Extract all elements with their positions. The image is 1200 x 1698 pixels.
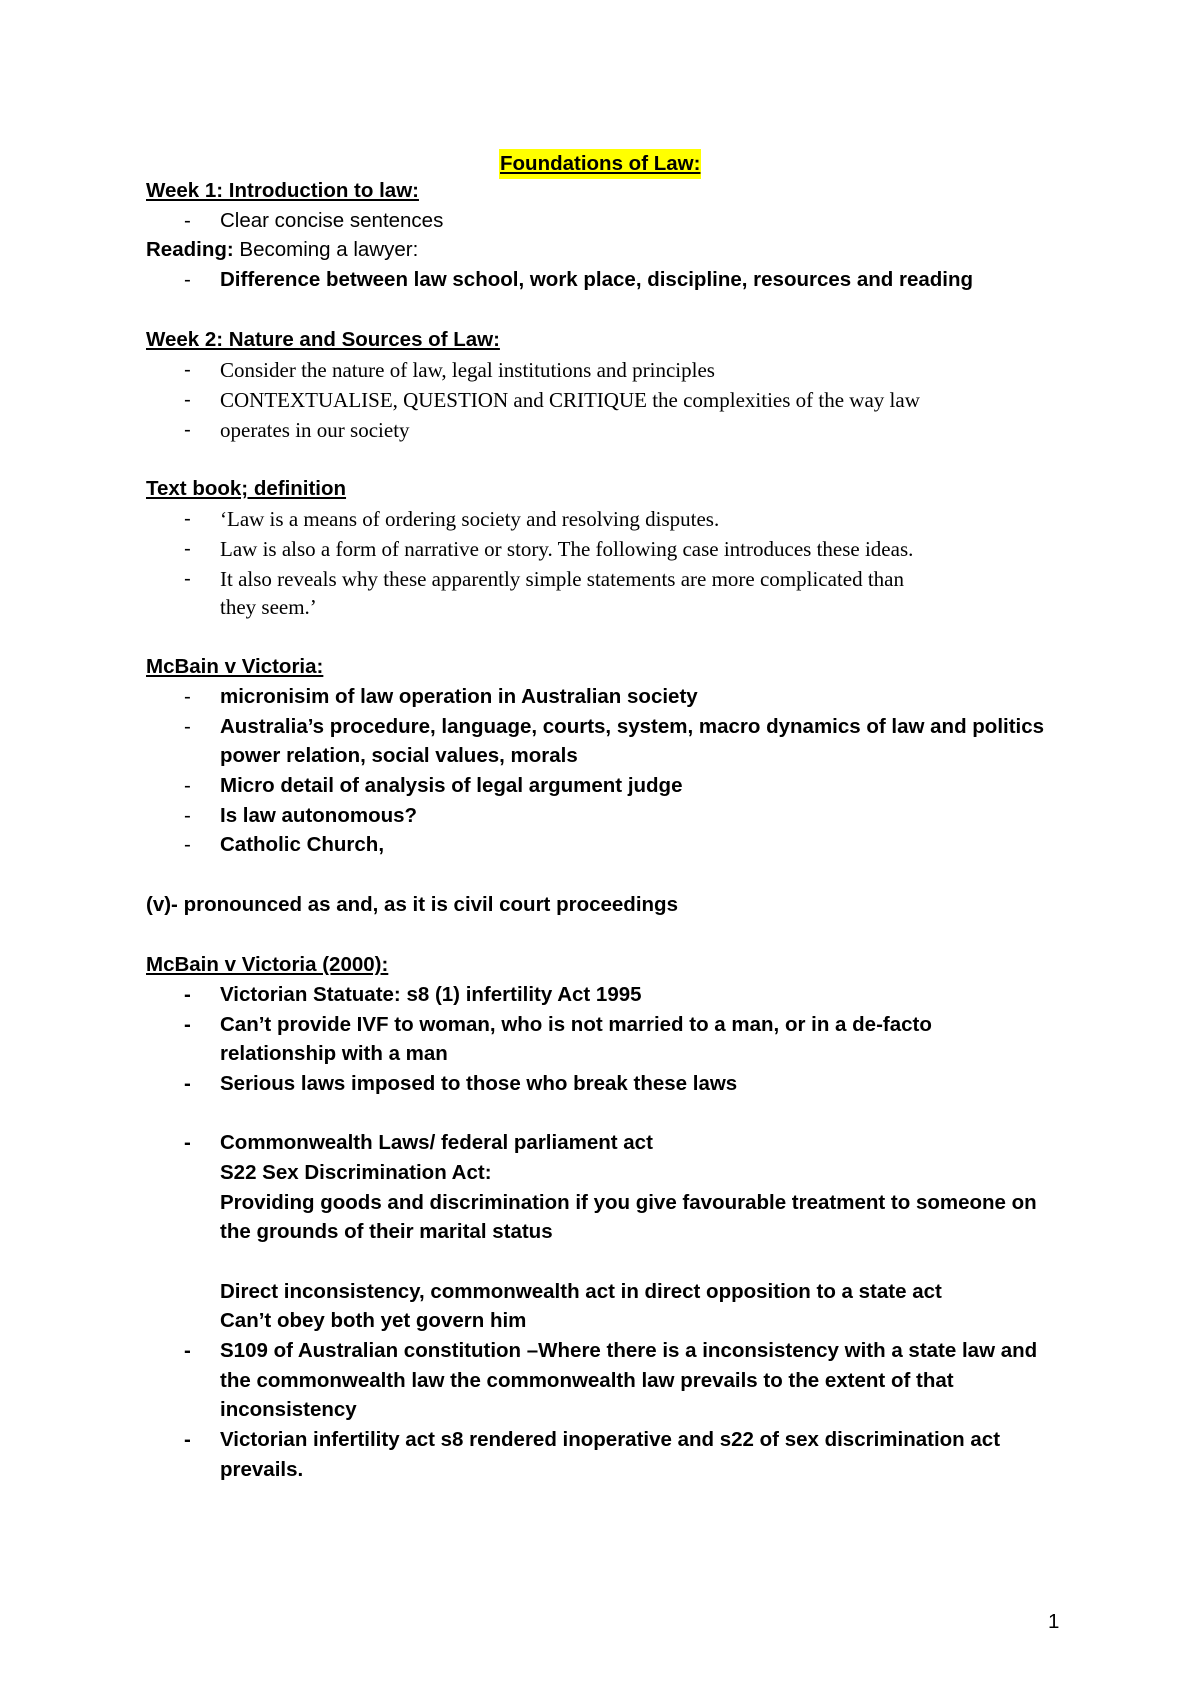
mcbain-2000-line-7: Providing goods and discrimination if you give favourable treatment to someone on [220,1191,1037,1214]
mcbain-2000-line-5: Commonwealth Laws/ federal parliament act [220,1131,653,1154]
mcbain-2000-line-6: S22 Sex Discrimination Act: [220,1161,492,1184]
bullet-dash: - [184,804,191,827]
textbook-heading: Text book; definition [146,477,347,500]
mcbain-2000-line-14: Victorian infertility act s8 rendered inoperative and s22 of sex discrimination act [220,1428,1001,1451]
mcbain-2000-line-13: inconsistency [220,1398,357,1421]
week2-heading: Week 2: Nature and Sources of Law: [146,328,500,351]
bullet-dash: - [184,1013,191,1036]
bullet-dash: - [184,833,191,856]
mcbain-2000-line-3: relationship with a man [220,1042,448,1065]
bullet-dash: - [184,358,191,381]
document-title: Foundations of Law: [499,149,701,179]
reading-text: Becoming a lawyer: [233,238,419,261]
bullet-dash: - [184,567,191,590]
bullet-dash: - [184,715,191,738]
mcbain-heading: McBain v Victoria: [146,655,324,678]
bullet-dash: - [184,388,191,411]
bullet-dash: - [184,1428,191,1451]
bullet-dash: - [184,268,191,291]
bullet-dash: - [184,1131,191,1154]
mcbain-2000-line-12: the commonwealth law the commonwealth law prevails to the extent of that [220,1369,954,1392]
mcbain-2000-line-8: the grounds of their marital status [220,1220,553,1243]
bullet-dash: - [184,1339,191,1362]
week2-bullet-1: Consider the nature of law, legal institutions and principles [220,358,715,382]
week2-bullet-3: operates in our society [220,418,410,442]
mcbain-2000-line-4: Serious laws imposed to those who break these laws [220,1072,738,1095]
textbook-bullet-3-cont: they seem.’ [220,595,317,619]
bullet-dash: - [184,1072,191,1095]
week2-bullet-2: CONTEXTUALISE, QUESTION and CRITIQUE the complexities of the way law [220,388,920,412]
reading-bullet-1: Difference between law school, work place, discipline, resources and reading [220,268,974,291]
reading-line [146,235,418,265]
bullet-dash: - [184,685,191,708]
bullet-dash: - [184,209,191,232]
textbook-bullet-2: Law is also a form of narrative or story. The following case introduces these ideas. [220,537,914,561]
bullet-dash: - [184,774,191,797]
v-note: (v)- pronounced as and, as it is civil court proceedings [146,893,678,916]
textbook-bullet-3: It also reveals why these apparently simple statements are more complicated than [220,567,905,591]
bullet-dash: - [184,983,191,1006]
mcbain-2000-line-10: Can’t obey both yet govern him [220,1309,527,1332]
mcbain-bullet-5: Catholic Church, [220,833,385,856]
page-number: 1 [1048,1610,1060,1633]
mcbain-2000-line-15: prevails. [220,1458,304,1481]
mcbain-2000-line-9: Direct inconsistency, commonwealth act in direct opposition to a state act [220,1280,942,1303]
mcbain-bullet-1: micronisim of law operation in Australian society [220,685,698,708]
mcbain-bullet-2-cont: power relation, social values, morals [220,744,578,767]
mcbain-bullet-2: Australia’s procedure, language, courts, system, macro dynamics of law and politics [220,715,1045,738]
mcbain-2000-heading: McBain v Victoria (2000): [146,953,389,976]
week1-bullet-1: Clear concise sentences [220,209,444,232]
mcbain-2000-line-11: S109 of Australian constitution –Where there is a inconsistency with a state law and [220,1339,1038,1362]
mcbain-2000-line-1: Victorian Statuate: s8 (1) infertility Act 1995 [220,983,642,1006]
textbook-bullet-1: ‘Law is a means of ordering society and resolving disputes. [220,507,720,531]
bullet-dash: - [184,418,191,441]
mcbain-2000-line-2: Can’t provide IVF to woman, who is not married to a man, or in a de-facto [220,1013,932,1036]
mcbain-bullet-3: Micro detail of analysis of legal argument judge [220,774,683,797]
bullet-dash: - [184,507,191,530]
bullet-dash: - [184,537,191,560]
reading-label: Reading: [146,238,234,261]
week1-heading: Week 1: Introduction to law: [146,179,419,202]
mcbain-bullet-4: Is law autonomous? [220,804,418,827]
